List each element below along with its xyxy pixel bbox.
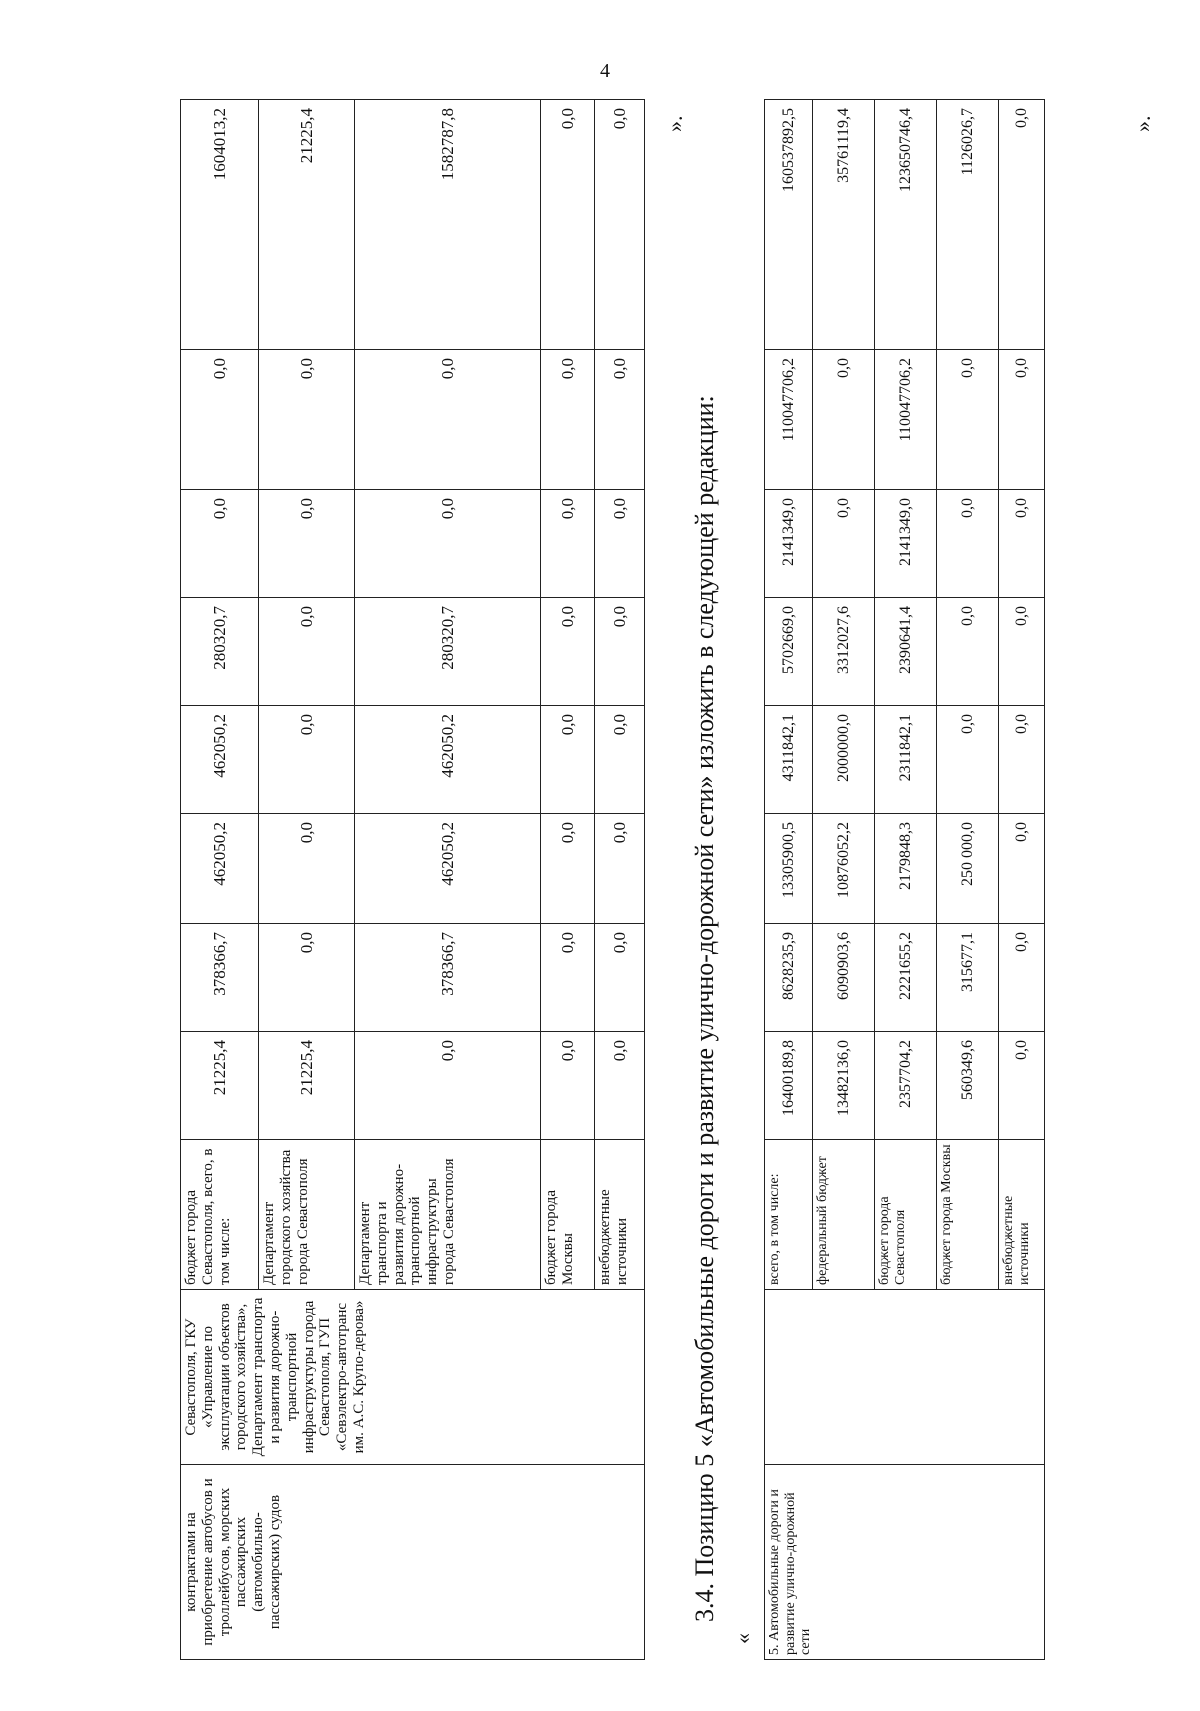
funding-source: бюджет города Севастополя <box>875 1140 937 1290</box>
value-cell: 0,0 <box>595 350 645 490</box>
funding-table-continued <box>180 99 645 1660</box>
value-cell: 0,0 <box>595 1032 645 1140</box>
value-cell: 0,0 <box>999 598 1045 706</box>
value-cell: 0,0 <box>541 924 595 1032</box>
value-cell: 0,0 <box>999 490 1045 598</box>
total-cell: 1126026,7 <box>937 100 999 350</box>
value-cell: 0,0 <box>259 490 355 598</box>
funding-source: всего, в том числе: <box>765 1140 813 1290</box>
total-cell: 123650746,4 <box>875 100 937 350</box>
value-cell: 2141349,0 <box>875 490 937 598</box>
value-cell: 2141349,0 <box>765 490 813 598</box>
value-cell: 0,0 <box>259 598 355 706</box>
value-cell: 0,0 <box>999 706 1045 814</box>
funding-source: Департамент транспорта и развития дорожно-транспортной инфраструктуры города Севастополя <box>355 1140 541 1290</box>
value-cell: 280320,7 <box>181 598 259 706</box>
total-cell: 1582787,8 <box>355 100 541 350</box>
value-cell: 3312027,6 <box>813 598 875 706</box>
value-cell: 21225,4 <box>259 1032 355 1140</box>
funding-source: федеральный бюджет <box>813 1140 875 1290</box>
program-cell: 5. Автомобильные дороги и развитие улично-дорожной сети <box>765 1465 1045 1660</box>
value-cell: 462050,2 <box>181 706 259 814</box>
executor-cell: Севастополя, ГКУ «Управление по эксплуатации объектов городского хозяйства», Департамент транспорта и развития дорожно-транспортной инфраструктуры города Севастополя, ГУП «Севэлектро-автотранс им. А.С. Крупо-дерова» <box>181 1290 645 1465</box>
value-cell: 2311842,1 <box>875 706 937 814</box>
value-cell: 0,0 <box>355 1032 541 1140</box>
funding-source: внебюджетные источники <box>595 1140 645 1290</box>
value-cell: 110047706,2 <box>875 350 937 490</box>
value-cell: 0,0 <box>259 350 355 490</box>
value-cell: 8628235,9 <box>765 924 813 1032</box>
value-cell: 0,0 <box>595 490 645 598</box>
value-cell: 462050,2 <box>355 706 541 814</box>
value-cell: 0,0 <box>541 598 595 706</box>
value-cell: 2221655,2 <box>875 924 937 1032</box>
total-cell: 0,0 <box>541 100 595 350</box>
total-cell: 1604013,2 <box>181 100 259 350</box>
value-cell: 0,0 <box>813 490 875 598</box>
value-cell: 0,0 <box>541 1032 595 1140</box>
value-cell: 0,0 <box>181 350 259 490</box>
value-cell: 2000000,0 <box>813 706 875 814</box>
opening-quote: « <box>730 1633 755 1644</box>
value-cell: 0,0 <box>937 350 999 490</box>
value-cell: 21225,4 <box>181 1032 259 1140</box>
total-cell: 35761119,4 <box>813 100 875 350</box>
total-cell: 0,0 <box>595 100 645 350</box>
value-cell: 0,0 <box>999 924 1045 1032</box>
value-cell: 5702669,0 <box>765 598 813 706</box>
value-cell: 0,0 <box>937 598 999 706</box>
value-cell: 0,0 <box>937 706 999 814</box>
value-cell: 0,0 <box>541 490 595 598</box>
funding-source: бюджет города Москвы <box>541 1140 595 1290</box>
value-cell: 0,0 <box>541 706 595 814</box>
value-cell: 250 000,0 <box>937 814 999 924</box>
value-cell: 0,0 <box>259 706 355 814</box>
funding-table-position-5 <box>764 99 1045 1660</box>
section-heading: 3.4. Позицию 5 «Автомобильные дороги и развитие улично-дорожной сети» изложить в следующей редакции: <box>690 395 719 1622</box>
value-cell: 0,0 <box>595 598 645 706</box>
value-cell: 0,0 <box>999 1032 1045 1140</box>
value-cell: 13305900,5 <box>765 814 813 924</box>
total-cell: 21225,4 <box>259 100 355 350</box>
value-cell: 0,0 <box>595 706 645 814</box>
value-cell: 2357704,2 <box>875 1032 937 1140</box>
table-row <box>181 100 259 1660</box>
page-number: 4 <box>600 60 610 82</box>
value-cell: 560349,6 <box>937 1032 999 1140</box>
value-cell: 16400189,8 <box>765 1032 813 1140</box>
table-row <box>765 100 813 1660</box>
funding-source: Департамент городского хозяйства города Севастополя <box>259 1140 355 1290</box>
value-cell: 462050,2 <box>181 814 259 924</box>
value-cell: 0,0 <box>999 350 1045 490</box>
executor-cell-empty <box>765 1290 1045 1465</box>
total-cell: 0,0 <box>999 100 1045 350</box>
value-cell: 0,0 <box>595 814 645 924</box>
value-cell: 10876052,2 <box>813 814 875 924</box>
value-cell: 462050,2 <box>355 814 541 924</box>
value-cell: 0,0 <box>259 814 355 924</box>
program-cell: контрактами на приобретение автобусов и троллейбусов, морских пассажирских (автомобильно-пассажирских) судов <box>181 1465 645 1660</box>
value-cell: 6090903,6 <box>813 924 875 1032</box>
value-cell: 0,0 <box>541 814 595 924</box>
value-cell: 280320,7 <box>355 598 541 706</box>
value-cell: 0,0 <box>937 490 999 598</box>
closing-quote: ». <box>1130 115 1155 132</box>
funding-source: бюджет города Москвы <box>937 1140 999 1290</box>
value-cell: 0,0 <box>541 350 595 490</box>
value-cell: 2179848,3 <box>875 814 937 924</box>
value-cell: 0,0 <box>355 490 541 598</box>
value-cell: 0,0 <box>595 924 645 1032</box>
value-cell: 0,0 <box>813 350 875 490</box>
value-cell: 0,0 <box>999 814 1045 924</box>
value-cell: 4311842,1 <box>765 706 813 814</box>
funding-source: бюджет города Севастополя, всего, в том числе: <box>181 1140 259 1290</box>
value-cell: 378366,7 <box>355 924 541 1032</box>
total-cell: 160537892,5 <box>765 100 813 350</box>
rotated-page-content <box>180 100 1180 1660</box>
closing-quote: ». <box>662 115 687 132</box>
value-cell: 0,0 <box>259 924 355 1032</box>
value-cell: 0,0 <box>181 490 259 598</box>
value-cell: 2390641,4 <box>875 598 937 706</box>
value-cell: 378366,7 <box>181 924 259 1032</box>
value-cell: 0,0 <box>355 350 541 490</box>
value-cell: 13482136,0 <box>813 1032 875 1140</box>
funding-source: внебюджетные источники <box>999 1140 1045 1290</box>
value-cell: 315677,1 <box>937 924 999 1032</box>
value-cell: 110047706,2 <box>765 350 813 490</box>
